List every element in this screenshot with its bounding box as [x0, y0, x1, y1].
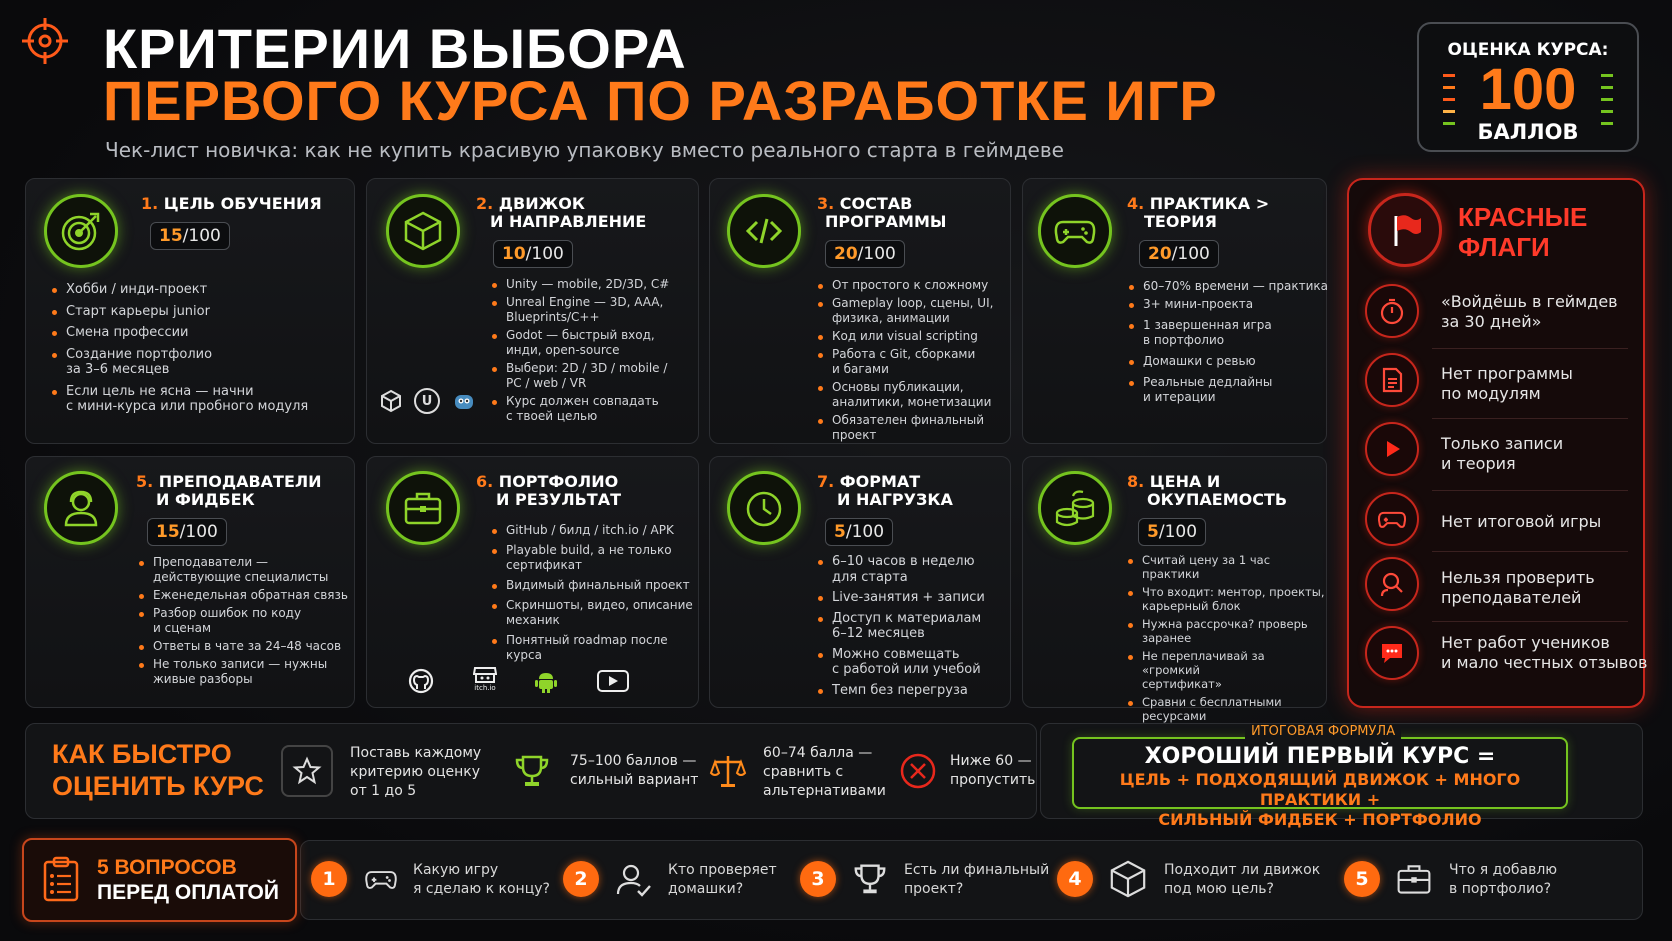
card-number: 1.	[141, 194, 159, 213]
gamepad-icon	[362, 862, 400, 900]
card-title	[817, 473, 953, 509]
score-unit: БАЛЛОВ	[1477, 120, 1579, 144]
unity-logo-icon	[378, 388, 404, 414]
cube-icon	[386, 194, 460, 268]
checklist-icon	[42, 856, 80, 906]
card-bullets	[492, 277, 692, 427]
card-title	[1127, 195, 1269, 231]
card-bullets	[818, 278, 1008, 446]
score-badge	[825, 518, 893, 546]
card-title	[817, 195, 946, 231]
formula-main: ХОРОШИЙ ПЕРВЫЙ КУРС =	[1144, 744, 1496, 769]
coins-icon	[1038, 471, 1112, 545]
formula-sub: ЦЕЛЬ + ПОДХОДЯЩИЙ ДВИЖОК + МНОГО ПРАКТИКИ + СИЛЬНЫЙ ФИДБЕК + ПОРТФОЛИО	[1119, 770, 1521, 829]
list-item: Работа с Git, сборками и багами	[818, 347, 1008, 377]
person-check-icon	[614, 860, 654, 904]
card-number: 4.	[1127, 194, 1145, 213]
badge-score: 5	[1147, 522, 1159, 542]
badge-score: 5	[834, 522, 846, 542]
card-title-text-2: ПРОГРАММЫ	[825, 212, 947, 231]
gamepad-icon	[1038, 194, 1112, 268]
score-tick-mark	[1601, 122, 1613, 125]
score-badge	[825, 240, 905, 268]
question-number: 2	[563, 861, 599, 897]
list-item: Хобби / инди-проект	[52, 282, 342, 298]
briefcase-icon	[1395, 860, 1433, 902]
search-person-icon	[1365, 557, 1419, 611]
stopwatch-icon	[1365, 284, 1419, 338]
list-item: Выбери: 2D / 3D / mobile / PC / web / VR	[492, 361, 692, 391]
list-item: Скриншоты, видео, описание механик	[492, 598, 697, 628]
star-icon	[281, 745, 333, 797]
score-value: 100	[1479, 57, 1577, 122]
gamepad-icon	[1365, 492, 1419, 546]
score-label: ОЦЕНКА КУРСА:	[1447, 40, 1609, 60]
card-title-text: ЦЕЛЬ ОБУЧЕНИЯ	[163, 194, 322, 213]
badge-score: 15	[156, 522, 180, 542]
cube-icon	[1108, 858, 1148, 904]
badge-score: 20	[834, 244, 858, 264]
badge-score: 20	[1148, 244, 1172, 264]
list-item: 1 завершенная игра в портфолио	[1129, 318, 1329, 348]
card-title-text-2: ОКУПАЕМОСТЬ	[1147, 490, 1288, 509]
card-title	[1127, 473, 1287, 509]
play-icon	[1365, 422, 1419, 476]
github-icon	[408, 668, 434, 694]
list-item: 3+ мини-проекта	[1129, 297, 1329, 312]
card-title	[476, 473, 621, 509]
questions-title-line2: ПЕРЕД ОПЛАТОЙ	[97, 881, 279, 904]
card-number: 5.	[136, 472, 154, 491]
list-item: Создание портфолио за 3–6 месяцев	[52, 347, 342, 378]
card-number: 3.	[817, 194, 835, 213]
score-tick-mark	[1443, 122, 1455, 125]
quick-title-line1: КАК БЫСТРО	[52, 739, 232, 769]
red-flag-text: Только записи и теория	[1441, 434, 1564, 473]
badge-max: /100	[845, 522, 885, 542]
list-item: Домашки с ревью	[1129, 354, 1329, 369]
questions-title-line1: 5 ВОПРОСОВ	[97, 856, 237, 879]
card-title-text: ЦЕНА И	[1149, 472, 1221, 491]
card-title-text: ПОРТФОЛИО	[498, 472, 619, 491]
badge-score: 15	[159, 226, 183, 246]
card-title	[136, 473, 322, 509]
card-title-text-2: И НАПРАВЛЕНИЕ	[490, 212, 647, 231]
list-item: Можно совмещать с работой или учебой	[818, 647, 1008, 678]
list-item: Ответы в чате за 24–48 часов	[139, 639, 351, 654]
badge-score: 10	[502, 244, 526, 264]
clock-icon	[727, 471, 801, 545]
question-text: Какую игру я сделаю к концу?	[413, 862, 550, 897]
crosshair-icon	[20, 16, 70, 66]
list-item: Старт карьеры junior	[52, 304, 342, 320]
score-tick-mark	[1443, 110, 1455, 113]
divider	[1432, 551, 1628, 552]
formula-label: ИТОГОВАЯ ФОРМУЛА	[1245, 724, 1401, 739]
target-icon	[44, 194, 118, 268]
course-score-box	[1417, 22, 1639, 152]
document-icon	[1365, 353, 1419, 407]
itchio-label: itch.io	[474, 684, 496, 692]
question-number: 4	[1057, 861, 1093, 897]
trophy-icon	[851, 860, 889, 902]
quick-item-text: 75–100 баллов — сильный вариант	[570, 753, 699, 788]
red-flag-text: Нельзя проверить преподавателей	[1441, 568, 1595, 607]
list-item: Курс должен совпадать с твоей целью	[492, 394, 692, 424]
card-title-text: СОСТАВ	[839, 194, 913, 213]
red-flags-title	[1458, 202, 1587, 262]
score-badge	[1139, 240, 1219, 268]
card-title-text-2: И РЕЗУЛЬТАТ	[496, 490, 622, 509]
red-flag-text: Нет итоговой игры	[1441, 512, 1602, 531]
list-item: Код или visual scripting	[818, 329, 1008, 344]
question-number: 5	[1344, 861, 1380, 897]
list-item: Gameplay loop, сцены, UI, физика, анимации	[818, 296, 1008, 326]
list-item: Считай цену за 1 час практики	[1128, 553, 1326, 581]
card-bullets	[1128, 553, 1326, 729]
code-icon	[727, 194, 801, 268]
divider	[1432, 490, 1628, 491]
page-subtitle: Чек-лист новичка: как не купить красивую упаковку вместо реального старта в геймдеве	[105, 138, 1064, 162]
card-title-text-2: И НАГРУЗКА	[837, 490, 953, 509]
score-tick-mark	[1443, 74, 1455, 77]
divider	[1432, 348, 1628, 349]
card-title-text: ФОРМАТ	[839, 472, 921, 491]
page-title-line1: КРИТЕРИИ ВЫБОРА	[103, 17, 687, 80]
badge-max: /100	[1171, 244, 1210, 264]
question-text: Что я добавлю в портфолио?	[1449, 862, 1558, 897]
video-icon	[596, 668, 630, 694]
question-text: Есть ли финальный проект?	[904, 862, 1050, 897]
list-item: Unreal Engine — 3D, AAA, Blueprints/C++	[492, 295, 692, 325]
red-flags-title-line1: КРАСНЫЕ	[1458, 202, 1588, 232]
card-title-text: ДВИЖОК	[498, 194, 585, 213]
quick-item-text: 60–74 балла — сравнить с альтернативами	[763, 745, 886, 799]
card-bullets	[818, 554, 1008, 704]
list-item: Доступ к материалам 6–12 месяцев	[818, 611, 1008, 642]
list-item: Темп без перегруза	[818, 683, 1008, 699]
question-text: Кто проверяет домашки?	[668, 862, 777, 897]
chat-icon	[1365, 626, 1419, 680]
list-item: Godot — быстрый вход, инди, open-source	[492, 328, 692, 358]
itchio-icon	[472, 666, 498, 692]
cross-circle-icon	[892, 745, 944, 797]
score-tick-mark	[1601, 74, 1613, 77]
list-item: Не переплачивай за «громкий сертификат»	[1128, 649, 1326, 691]
card-title-text: ПРЕПОДАВАТЕЛИ	[158, 472, 322, 491]
badge-max: /100	[525, 244, 564, 264]
quick-item-text: Поставь каждому критерию оценку от 1 до 5	[350, 745, 482, 799]
list-item: Нужна рассрочка? проверь заранее	[1128, 617, 1326, 645]
questions-title	[97, 855, 279, 905]
score-badge	[1138, 518, 1206, 546]
card-bullets	[492, 523, 697, 666]
list-item: Обязателен финальный проект	[818, 413, 1008, 443]
list-item: Реальные дедлайны и итерации	[1129, 375, 1329, 405]
card-number: 7.	[817, 472, 835, 491]
trophy-icon	[506, 745, 558, 797]
flag-icon	[1368, 193, 1442, 267]
quick-item-text: Ниже 60 — пропустить	[950, 753, 1036, 788]
score-tick-mark	[1601, 98, 1613, 101]
score-badge	[150, 222, 230, 250]
list-item: Основы публикации, аналитики, монетизации	[818, 380, 1008, 410]
score-tick-mark	[1601, 86, 1613, 89]
quick-title-line2: ОЦЕНИТЬ КУРС	[52, 771, 264, 801]
list-item: Понятный roadmap после курса	[492, 633, 697, 663]
card-title	[141, 195, 322, 213]
list-item: Еженедельная обратная связь	[139, 588, 351, 603]
question-number: 1	[311, 861, 347, 897]
card-title-text-2: И ФИДБЕК	[156, 490, 255, 509]
score-tick-mark	[1443, 86, 1455, 89]
list-item: Не только записи — нужны живые разборы	[139, 657, 351, 687]
godot-logo-icon	[451, 388, 477, 414]
scales-icon	[702, 745, 754, 797]
score-tick-mark	[1601, 110, 1613, 113]
list-item: Playable build, а не только сертификат	[492, 543, 697, 573]
badge-max: /100	[179, 522, 218, 542]
list-item: GitHub / билд / itch.io / APK	[492, 523, 697, 538]
mentor-icon	[44, 471, 118, 545]
card-title-text-2: ТЕОРИЯ	[1144, 212, 1217, 231]
score-tick-mark	[1443, 98, 1455, 101]
list-item: 60–70% времени — практика	[1129, 279, 1329, 294]
list-item: Если цель не ясна — начни с мини-курса или пробного модуля	[52, 384, 342, 415]
question-text: Подходит ли движок под мою цель?	[1164, 862, 1321, 897]
card-title	[476, 195, 646, 231]
card-bullets	[52, 282, 342, 421]
list-item: Что входит: ментор, проекты, карьерный блок	[1128, 585, 1326, 613]
card-bullets	[1129, 279, 1329, 408]
card-number: 6.	[476, 472, 494, 491]
score-badge	[147, 518, 227, 546]
card-title-text: ПРАКТИКА >	[1149, 194, 1270, 213]
unreal-logo-icon: U	[414, 388, 440, 414]
badge-max: /100	[182, 226, 221, 246]
red-flag-text: Нет работ учеников и мало честных отзывов	[1441, 633, 1648, 672]
red-flag-text: «Войдёшь в геймдев за 30 дней»	[1441, 292, 1618, 331]
list-item: Unity — mobile, 2D/3D, C#	[492, 277, 692, 292]
red-flag-text: Нет программы по модулям	[1441, 364, 1573, 403]
list-item: Видимый финальный проект	[492, 578, 697, 593]
android-icon	[533, 668, 559, 694]
list-item: Разбор ошибок по коду и сценам	[139, 606, 351, 636]
badge-max: /100	[857, 244, 896, 264]
divider	[1432, 418, 1628, 419]
card-number: 8.	[1127, 472, 1145, 491]
list-item: 6–10 часов в неделю для старта	[818, 554, 1008, 585]
divider	[1432, 621, 1628, 622]
card-bullets	[139, 555, 351, 690]
score-badge	[493, 240, 573, 268]
list-item: Сравни с бесплатными ресурсами	[1128, 695, 1326, 723]
briefcase-icon	[386, 471, 460, 545]
question-number: 3	[800, 861, 836, 897]
list-item: Смена профессии	[52, 325, 342, 341]
list-item: Live-занятия + записи	[818, 590, 1008, 606]
list-item: От простого к сложному	[818, 278, 1008, 293]
list-item: Преподаватели — действующие специалисты	[139, 555, 351, 585]
quick-evaluate-title	[52, 738, 264, 802]
red-flags-title-line2: ФЛАГИ	[1458, 232, 1550, 262]
card-number: 2.	[476, 194, 494, 213]
page-title-line2: ПЕРВОГО КУРСА ПО РАЗРАБОТКЕ ИГР	[103, 69, 1218, 132]
badge-max: /100	[1158, 522, 1198, 542]
